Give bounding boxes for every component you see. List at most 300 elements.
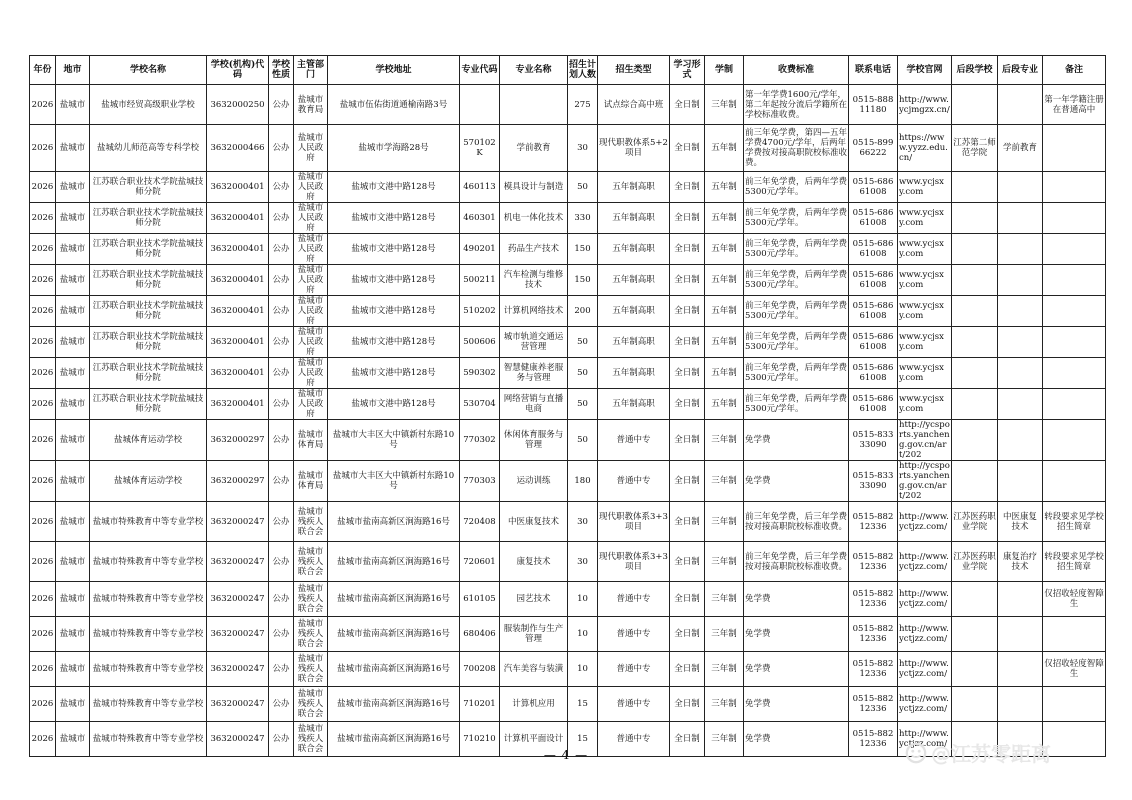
- school-type-cell: 公办: [269, 420, 294, 461]
- next-school-cell: [952, 389, 998, 420]
- address-cell: 盐城市学海路28号: [328, 125, 460, 172]
- address-cell: 盐城市盐南高新区涧海路16号: [328, 617, 460, 652]
- major-code-cell: 710201: [460, 687, 500, 722]
- column-header: 后段学校: [952, 56, 998, 85]
- column-header: 联系电话: [849, 56, 898, 85]
- remarks-cell: 转段要求见学校招生简章: [1043, 502, 1106, 542]
- fee-cell: 免学费: [744, 461, 849, 502]
- column-header: 学校名称: [90, 56, 207, 85]
- major-code-cell: 510202: [460, 296, 500, 327]
- city-cell: 盐城市: [56, 582, 90, 617]
- quota-cell: 15: [568, 687, 598, 722]
- quota-cell: 150: [568, 265, 598, 296]
- remarks-cell: 第一年学籍注册在普通高中: [1043, 85, 1106, 125]
- phone-cell: 0515-68661008: [849, 358, 898, 389]
- school-code-cell: 3632000247: [207, 502, 269, 542]
- study-mode-cell: 全日制: [670, 687, 705, 722]
- year-cell: 2026: [30, 172, 56, 203]
- address-cell: 盐城市盐南高新区涧海路16号: [328, 542, 460, 582]
- quota-cell: 30: [568, 125, 598, 172]
- column-header: 招生计划人数: [568, 56, 598, 85]
- website-cell: http://www.ycjmgzx.cn/: [898, 85, 952, 125]
- column-header: 学制: [705, 56, 744, 85]
- enroll-type-cell: 普通中专: [598, 582, 670, 617]
- school-type-cell: 公办: [269, 617, 294, 652]
- table-row: [30, 172, 1106, 203]
- fee-cell: 前三年免学费，后两年学费5300元/学年。: [744, 358, 849, 389]
- duration-cell: 三年制: [705, 461, 744, 502]
- city-cell: 盐城市: [56, 172, 90, 203]
- authority-cell: 盐城市残疾人联合会: [294, 687, 328, 722]
- next-school-cell: [952, 687, 998, 722]
- authority-cell: 盐城市残疾人联合会: [294, 722, 328, 757]
- enroll-type-cell: 普通中专: [598, 617, 670, 652]
- next-school-cell: [952, 617, 998, 652]
- remarks-cell: [1043, 234, 1106, 265]
- table-row: [30, 203, 1106, 234]
- next-major-cell: [998, 420, 1043, 461]
- year-cell: 2026: [30, 617, 56, 652]
- study-mode-cell: 全日制: [670, 461, 705, 502]
- duration-cell: 五年制: [705, 296, 744, 327]
- column-header: 学校(机构)代码: [207, 56, 269, 85]
- school-code-cell: 3632000401: [207, 327, 269, 358]
- enroll-type-cell: 五年制高职: [598, 234, 670, 265]
- city-cell: 盐城市: [56, 687, 90, 722]
- major-code-cell: 460113: [460, 172, 500, 203]
- school-code-cell: 3632000247: [207, 687, 269, 722]
- next-school-cell: [952, 327, 998, 358]
- website-cell: www.ycjsxy.com: [898, 358, 952, 389]
- quota-cell: 200: [568, 296, 598, 327]
- website-cell: https://www.yyzz.edu.cn/: [898, 125, 952, 172]
- remarks-cell: [1043, 172, 1106, 203]
- school-code-cell: 3632000401: [207, 172, 269, 203]
- duration-cell: 三年制: [705, 652, 744, 687]
- next-major-cell: [998, 687, 1043, 722]
- authority-cell: 盐城市人民政府: [294, 234, 328, 265]
- duration-cell: 三年制: [705, 722, 744, 757]
- year-cell: 2026: [30, 234, 56, 265]
- duration-cell: 五年制: [705, 203, 744, 234]
- enroll-type-cell: 五年制高职: [598, 389, 670, 420]
- major-code-cell: 490201: [460, 234, 500, 265]
- admissions-table-container: [29, 55, 1105, 757]
- address-cell: 盐城市盐南高新区涧海路16号: [328, 502, 460, 542]
- phone-cell: 0515-68661008: [849, 389, 898, 420]
- fee-cell: 免学费: [744, 722, 849, 757]
- duration-cell: 三年制: [705, 85, 744, 125]
- school-name-cell: 盐城市特殊教育中等专业学校: [90, 652, 207, 687]
- website-cell: http://www.yctjzz.com/: [898, 502, 952, 542]
- quota-cell: 50: [568, 420, 598, 461]
- school-name-cell: 盐城市特殊教育中等专业学校: [90, 722, 207, 757]
- next-school-cell: [952, 296, 998, 327]
- major-code-cell: 530704: [460, 389, 500, 420]
- table-row: [30, 582, 1106, 617]
- next-major-cell: [998, 582, 1043, 617]
- address-cell: 盐城市文港中路128号: [328, 358, 460, 389]
- school-type-cell: 公办: [269, 296, 294, 327]
- duration-cell: 三年制: [705, 502, 744, 542]
- remarks-cell: 仅招收轻度智障生: [1043, 582, 1106, 617]
- remarks-cell: [1043, 125, 1106, 172]
- remarks-cell: [1043, 461, 1106, 502]
- enroll-type-cell: 普通中专: [598, 652, 670, 687]
- study-mode-cell: 全日制: [670, 296, 705, 327]
- fee-cell: 前三年免学费，后两年学费5300元/学年。: [744, 296, 849, 327]
- table-row: [30, 389, 1106, 420]
- remarks-cell: [1043, 389, 1106, 420]
- next-major-cell: [998, 617, 1043, 652]
- authority-cell: 盐城市人民政府: [294, 327, 328, 358]
- major-code-cell: 710210: [460, 722, 500, 757]
- phone-cell: 0515-68661008: [849, 265, 898, 296]
- quota-cell: 50: [568, 327, 598, 358]
- quota-cell: 50: [568, 358, 598, 389]
- school-code-cell: 3632000297: [207, 420, 269, 461]
- study-mode-cell: 全日制: [670, 652, 705, 687]
- next-school-cell: [952, 85, 998, 125]
- phone-cell: 0515-83333090: [849, 461, 898, 502]
- fee-cell: 免学费: [744, 687, 849, 722]
- column-header: 学校性质: [269, 56, 294, 85]
- fee-cell: 前三年免学费，后两年学费5300元/学年。: [744, 172, 849, 203]
- phone-cell: 0515-88212336: [849, 687, 898, 722]
- quota-cell: 10: [568, 582, 598, 617]
- duration-cell: 三年制: [705, 617, 744, 652]
- authority-cell: 盐城市人民政府: [294, 203, 328, 234]
- study-mode-cell: 全日制: [670, 327, 705, 358]
- next-school-cell: [952, 420, 998, 461]
- next-school-cell: 江苏医药职业学院: [952, 542, 998, 582]
- major-code-cell: 680406: [460, 617, 500, 652]
- major-name-cell: 网络营销与直播电商: [500, 389, 568, 420]
- major-code-cell: 720408: [460, 502, 500, 542]
- school-name-cell: 江苏联合职业技术学院盐城技师分院: [90, 358, 207, 389]
- school-code-cell: 3632000250: [207, 85, 269, 125]
- enroll-type-cell: 试点综合高中班: [598, 85, 670, 125]
- enroll-type-cell: 现代职教体系3+3项目: [598, 542, 670, 582]
- phone-cell: 0515-83333090: [849, 420, 898, 461]
- next-major-cell: [998, 234, 1043, 265]
- school-type-cell: 公办: [269, 234, 294, 265]
- website-cell: www.ycjsxy.com: [898, 296, 952, 327]
- website-cell: http://www.yctjzz.com/: [898, 722, 952, 757]
- fee-cell: 前三年免学费，后三年学费按对接高职院校标准收费。: [744, 542, 849, 582]
- school-code-cell: 3632000247: [207, 722, 269, 757]
- phone-cell: 0515-68661008: [849, 296, 898, 327]
- major-name-cell: 计算机应用: [500, 687, 568, 722]
- school-code-cell: 3632000401: [207, 389, 269, 420]
- address-cell: 盐城市盐南高新区涧海路16号: [328, 582, 460, 617]
- school-code-cell: 3632000401: [207, 265, 269, 296]
- duration-cell: 三年制: [705, 582, 744, 617]
- header-row: [30, 56, 1106, 85]
- school-name-cell: 盐城市特殊教育中等专业学校: [90, 582, 207, 617]
- quota-cell: 150: [568, 234, 598, 265]
- major-name-cell: 计算机网络技术: [500, 296, 568, 327]
- address-cell: 盐城市文港中路128号: [328, 265, 460, 296]
- remarks-cell: [1043, 617, 1106, 652]
- website-cell: www.ycjsxy.com: [898, 389, 952, 420]
- enroll-type-cell: 五年制高职: [598, 296, 670, 327]
- authority-cell: 盐城市残疾人联合会: [294, 582, 328, 617]
- city-cell: 盐城市: [56, 389, 90, 420]
- school-type-cell: 公办: [269, 582, 294, 617]
- school-code-cell: 3632000466: [207, 125, 269, 172]
- school-name-cell: 盐城市特殊教育中等专业学校: [90, 542, 207, 582]
- year-cell: 2026: [30, 327, 56, 358]
- authority-cell: 盐城市人民政府: [294, 358, 328, 389]
- city-cell: 盐城市: [56, 542, 90, 582]
- address-cell: 盐城市文港中路128号: [328, 203, 460, 234]
- address-cell: 盐城市大丰区大中镇新村东路10号: [328, 461, 460, 502]
- website-cell: www.ycjsxy.com: [898, 172, 952, 203]
- next-major-cell: [998, 296, 1043, 327]
- website-cell: http://ycsports.yancheng.gov.cn/art/202: [899, 461, 950, 501]
- study-mode-cell: 全日制: [670, 234, 705, 265]
- school-type-cell: 公办: [269, 125, 294, 172]
- website-cell: http://www.yctjzz.com/: [898, 542, 952, 582]
- duration-cell: 五年制: [705, 234, 744, 265]
- next-major-cell: 学前教育: [998, 125, 1043, 172]
- city-cell: 盐城市: [56, 617, 90, 652]
- authority-cell: 盐城市人民政府: [294, 296, 328, 327]
- next-school-cell: [952, 358, 998, 389]
- phone-cell: 0515-89966222: [849, 125, 898, 172]
- duration-cell: 五年制: [705, 265, 744, 296]
- city-cell: 盐城市: [56, 125, 90, 172]
- next-major-cell: [998, 461, 1043, 502]
- year-cell: 2026: [30, 582, 56, 617]
- city-cell: 盐城市: [56, 296, 90, 327]
- city-cell: 盐城市: [56, 327, 90, 358]
- next-school-cell: 江苏第二师范学院: [952, 125, 998, 172]
- fee-cell: 免学费: [744, 652, 849, 687]
- phone-cell: 0515-68661008: [849, 203, 898, 234]
- year-cell: 2026: [30, 687, 56, 722]
- fee-cell: 免学费: [744, 420, 849, 461]
- major-code-cell: 610105: [460, 582, 500, 617]
- next-school-cell: [952, 652, 998, 687]
- major-name-cell: 城市轨道交通运营管理: [500, 327, 568, 358]
- phone-cell: 0515-68661008: [849, 327, 898, 358]
- school-type-cell: 公办: [269, 389, 294, 420]
- enroll-type-cell: 五年制高职: [598, 358, 670, 389]
- study-mode-cell: 全日制: [670, 617, 705, 652]
- duration-cell: 三年制: [705, 687, 744, 722]
- enroll-type-cell: 普通中专: [598, 420, 670, 461]
- school-name-cell: 江苏联合职业技术学院盐城技师分院: [90, 203, 207, 234]
- remarks-cell: 转段要求见学校招生简章: [1043, 542, 1106, 582]
- website-cell: www.ycjsxy.com: [898, 234, 952, 265]
- website-cell: http://www.yctjzz.com/: [898, 582, 952, 617]
- school-type-cell: 公办: [269, 172, 294, 203]
- column-header: 招生类型: [598, 56, 670, 85]
- study-mode-cell: 全日制: [670, 389, 705, 420]
- next-school-cell: [952, 234, 998, 265]
- enroll-type-cell: 现代职教体系3+3项目: [598, 502, 670, 542]
- website-cell: www.ycjsxy.com: [898, 265, 952, 296]
- city-cell: 盐城市: [56, 234, 90, 265]
- quota-cell: 50: [568, 172, 598, 203]
- major-code-cell: 500211: [460, 265, 500, 296]
- major-name-cell: 汽车美容与装潢: [500, 652, 568, 687]
- school-name-cell: 盐城体育运动学校: [90, 420, 207, 461]
- website-cell: http://www.yctjzz.com/: [898, 652, 952, 687]
- fee-cell: 前三年免学费，后两年学费5300元/学年。: [744, 389, 849, 420]
- school-name-cell: 盐城市特殊教育中等专业学校: [90, 502, 207, 542]
- watermark-text: @江苏零距离: [931, 742, 1051, 766]
- quota-cell: 275: [568, 85, 598, 125]
- next-major-cell: [998, 389, 1043, 420]
- quota-cell: 180: [568, 461, 598, 502]
- school-type-cell: 公办: [269, 203, 294, 234]
- website-cell: http://ycsports.yancheng.gov.cn/art/202: [899, 420, 950, 460]
- enroll-type-cell: 五年制高职: [598, 327, 670, 358]
- major-name-cell: 康复技术: [500, 542, 568, 582]
- phone-cell: 0515-88212336: [849, 582, 898, 617]
- enroll-type-cell: 五年制高职: [598, 172, 670, 203]
- next-major-cell: [998, 358, 1043, 389]
- remarks-cell: [1043, 296, 1106, 327]
- study-mode-cell: 全日制: [670, 265, 705, 296]
- study-mode-cell: 全日制: [670, 420, 705, 461]
- watermark: [905, 738, 1051, 767]
- phone-cell: 0515-68661008: [849, 172, 898, 203]
- table-row: [30, 125, 1106, 172]
- enroll-type-cell: 普通中专: [598, 722, 670, 757]
- school-code-cell: 3632000247: [207, 652, 269, 687]
- major-name-cell: [500, 85, 568, 125]
- major-code-cell: [460, 85, 500, 125]
- fee-cell: 前三年免学费，后三年学费按对接高职院校标准收费。: [744, 502, 849, 542]
- column-header: 学校地址: [328, 56, 460, 85]
- next-major-cell: 中医康复技术: [998, 502, 1043, 542]
- authority-cell: 盐城市人民政府: [294, 389, 328, 420]
- study-mode-cell: 全日制: [670, 203, 705, 234]
- table-row: [30, 687, 1106, 722]
- column-header: 主管部门: [294, 56, 328, 85]
- major-name-cell: 模具设计与制造: [500, 172, 568, 203]
- quota-cell: 50: [568, 389, 598, 420]
- column-header: 备注: [1043, 56, 1106, 85]
- next-major-cell: 康复治疗技术: [998, 542, 1043, 582]
- city-cell: 盐城市: [56, 358, 90, 389]
- address-cell: 盐城市文港中路128号: [328, 172, 460, 203]
- address-cell: 盐城市文港中路128号: [328, 327, 460, 358]
- table-row: [30, 85, 1106, 125]
- school-code-cell: 3632000401: [207, 358, 269, 389]
- remarks-cell: [1043, 265, 1106, 296]
- year-cell: 2026: [30, 265, 56, 296]
- website-cell: www.ycjsxy.com: [898, 203, 952, 234]
- year-cell: 2026: [30, 502, 56, 542]
- website-cell: www.ycjsxy.com: [898, 327, 952, 358]
- school-code-cell: 3632000247: [207, 582, 269, 617]
- column-header: 专业代码: [460, 56, 500, 85]
- phone-cell: 0515-88212336: [849, 542, 898, 582]
- quota-cell: 30: [568, 542, 598, 582]
- major-code-cell: 590302: [460, 358, 500, 389]
- duration-cell: 五年制: [705, 389, 744, 420]
- fee-cell: 前三年免学费，后两年学费5300元/学年。: [744, 327, 849, 358]
- table-row: [30, 296, 1106, 327]
- remarks-cell: [1043, 358, 1106, 389]
- school-code-cell: 3632000401: [207, 296, 269, 327]
- fee-cell: 前三年免学费，第四—五年学费4700元/学年，后两年学费按对接高职院校标准收费。: [744, 125, 849, 172]
- next-school-cell: [952, 265, 998, 296]
- phone-cell: 0515-88811180: [849, 85, 898, 125]
- school-code-cell: 3632000401: [207, 203, 269, 234]
- next-school-cell: [952, 203, 998, 234]
- quota-cell: 10: [568, 652, 598, 687]
- authority-cell: 盐城市残疾人联合会: [294, 617, 328, 652]
- table-row: [30, 234, 1106, 265]
- enroll-type-cell: 现代职教体系5+2项目: [598, 125, 670, 172]
- address-cell: 盐城市盐南高新区涧海路16号: [328, 687, 460, 722]
- remarks-cell: [1043, 420, 1106, 461]
- column-header: 后段专业: [998, 56, 1043, 85]
- quota-cell: 330: [568, 203, 598, 234]
- duration-cell: 五年制: [705, 125, 744, 172]
- school-type-cell: 公办: [269, 722, 294, 757]
- fee-cell: 免学费: [744, 617, 849, 652]
- address-cell: 盐城市文港中路128号: [328, 389, 460, 420]
- next-major-cell: [998, 265, 1043, 296]
- school-code-cell: 3632000247: [207, 617, 269, 652]
- fee-cell: 前三年免学费，后两年学费5300元/学年。: [744, 265, 849, 296]
- year-cell: 2026: [30, 722, 56, 757]
- school-name-cell: 江苏联合职业技术学院盐城技师分院: [90, 172, 207, 203]
- phone-cell: 0515-88212336: [849, 502, 898, 542]
- remarks-cell: [1043, 327, 1106, 358]
- next-major-cell: [998, 172, 1043, 203]
- column-header: 学习形式: [670, 56, 705, 85]
- table-row: [30, 542, 1106, 582]
- school-type-cell: 公办: [269, 687, 294, 722]
- major-name-cell: 学前教育: [500, 125, 568, 172]
- column-header: 专业名称: [500, 56, 568, 85]
- duration-cell: 五年制: [705, 172, 744, 203]
- school-name-cell: 江苏联合职业技术学院盐城技师分院: [90, 296, 207, 327]
- fee-cell: 第一年学费1600元/学年，第二年起按分流后学籍所在学校标准收费。: [744, 85, 849, 125]
- school-name-cell: 盐城市特殊教育中等专业学校: [90, 687, 207, 722]
- next-major-cell: [998, 85, 1043, 125]
- major-name-cell: 园艺技术: [500, 582, 568, 617]
- major-code-cell: 720601: [460, 542, 500, 582]
- table-row: [30, 502, 1106, 542]
- study-mode-cell: 全日制: [670, 542, 705, 582]
- study-mode-cell: 全日制: [670, 582, 705, 617]
- major-code-cell: 570102K: [460, 125, 500, 172]
- next-school-cell: [952, 172, 998, 203]
- study-mode-cell: 全日制: [670, 722, 705, 757]
- column-header: 收费标准: [744, 56, 849, 85]
- address-cell: 盐城市文港中路128号: [328, 296, 460, 327]
- phone-cell: 0515-88212336: [849, 652, 898, 687]
- city-cell: 盐城市: [56, 461, 90, 502]
- school-name-cell: 江苏联合职业技术学院盐城技师分院: [90, 265, 207, 296]
- next-major-cell: [998, 203, 1043, 234]
- major-name-cell: 机电一体化技术: [500, 203, 568, 234]
- duration-cell: 三年制: [705, 542, 744, 582]
- quota-cell: 30: [568, 502, 598, 542]
- table-body: [30, 85, 1106, 757]
- next-school-cell: [952, 582, 998, 617]
- table-row: [30, 461, 1106, 502]
